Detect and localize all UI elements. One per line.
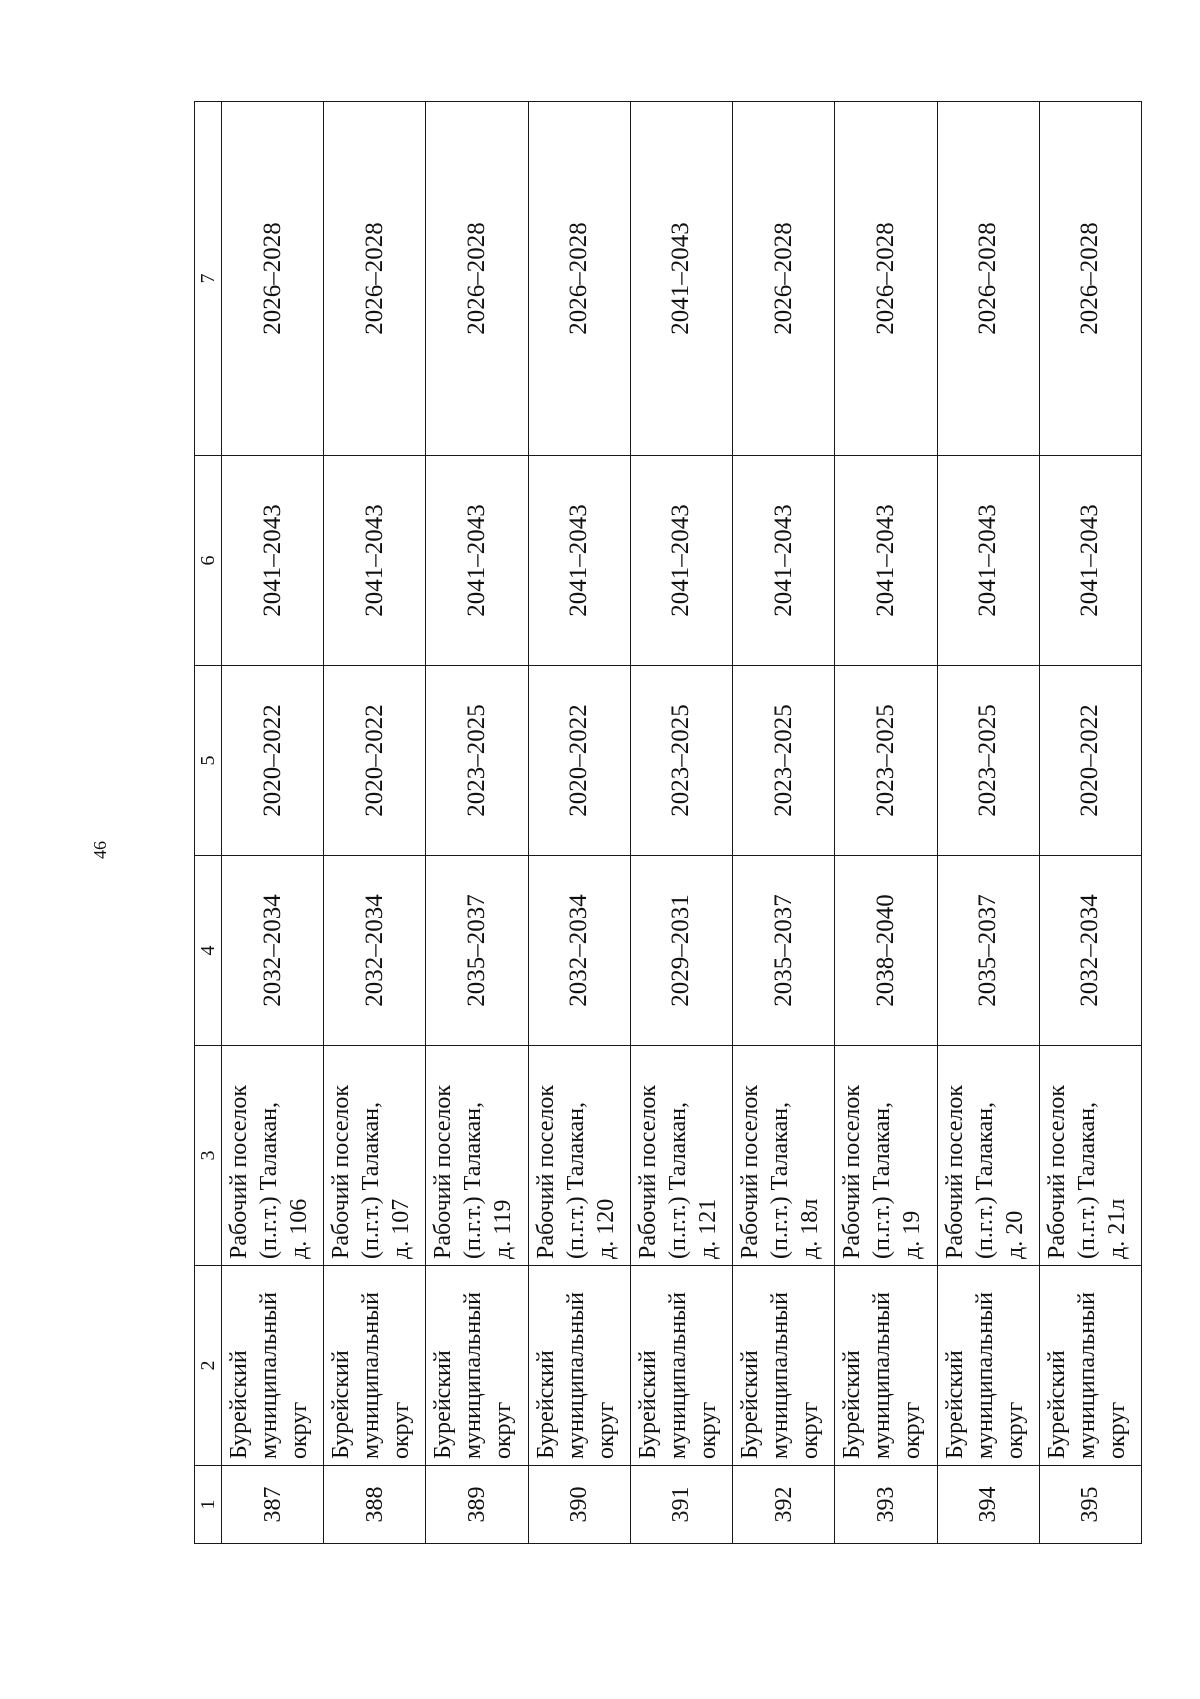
period-col4: 2032–2034	[1039, 856, 1141, 1046]
district-line: округ	[1103, 1401, 1130, 1459]
district-line: округ	[388, 1401, 415, 1459]
district-line: муниципальный	[460, 1291, 487, 1459]
district-cell	[324, 1266, 426, 1466]
table-row	[324, 102, 426, 1544]
district-line: округ	[1001, 1401, 1028, 1459]
period-col6: 2041–2043	[426, 456, 528, 666]
page-number: 46	[90, 841, 110, 859]
district-line: Бурейский	[430, 1350, 457, 1459]
row-number: 390	[528, 1466, 630, 1544]
district-line: округ	[286, 1401, 312, 1459]
row-number: 391	[630, 1466, 732, 1544]
address-cell	[1039, 1046, 1141, 1266]
address-line: Рабочий поселок	[839, 1084, 866, 1259]
period-col5: 2020–2022	[324, 666, 426, 856]
address-line: д. 106	[286, 1198, 312, 1259]
period-col5: 2023–2025	[630, 666, 732, 856]
address-line: Рабочий поселок	[634, 1084, 661, 1259]
row-number: 394	[937, 1466, 1039, 1544]
district-cell	[733, 1266, 835, 1466]
period-col4: 2032–2034	[324, 856, 426, 1046]
period-col6: 2041–2043	[528, 456, 630, 666]
table-row	[222, 102, 324, 1544]
district-cell	[528, 1266, 630, 1466]
district-cell	[426, 1266, 528, 1466]
address-line: Рабочий поселок	[941, 1084, 968, 1259]
address-line: д. 18л	[797, 1198, 824, 1259]
period-col4: 2035–2037	[733, 856, 835, 1046]
table-container	[194, 102, 1142, 1544]
period-col4: 2035–2037	[937, 856, 1039, 1046]
address-line: Рабочий поселок	[430, 1084, 457, 1259]
period-col7: 2026–2028	[324, 102, 426, 456]
address-line: Рабочий поселок	[226, 1084, 252, 1259]
row-number: 387	[222, 1466, 324, 1544]
address-line: (п.г.т.) Талакан,	[358, 1102, 385, 1259]
address-line: (п.г.т.) Талакан,	[971, 1102, 998, 1259]
period-col4: 2029–2031	[630, 856, 732, 1046]
district-line: Бурейский	[1043, 1350, 1070, 1459]
district-line: муниципальный	[1073, 1291, 1100, 1459]
row-number: 393	[835, 1466, 937, 1544]
period-col7: 2026–2028	[835, 102, 937, 456]
period-col5: 2020–2022	[528, 666, 630, 856]
column-number: 6	[195, 456, 222, 666]
period-col6: 2041–2043	[630, 456, 732, 666]
period-col5: 2023–2025	[835, 666, 937, 856]
period-col4: 2038–2040	[835, 856, 937, 1046]
district-line: муниципальный	[869, 1291, 896, 1459]
address-line: Рабочий поселок	[1043, 1084, 1070, 1259]
period-col5: 2020–2022	[222, 666, 324, 856]
period-col5: 2023–2025	[733, 666, 835, 856]
address-line: д. 20	[1001, 1210, 1028, 1259]
address-cell	[324, 1046, 426, 1266]
table-row	[528, 102, 630, 1544]
period-col6: 2041–2043	[324, 456, 426, 666]
row-number: 395	[1039, 1466, 1141, 1544]
address-line: Рабочий поселок	[532, 1084, 559, 1259]
address-cell	[630, 1046, 732, 1266]
address-line: д. 121	[694, 1198, 721, 1259]
district-line: Бурейский	[839, 1350, 866, 1459]
address-cell	[222, 1046, 324, 1266]
period-col7: 2026–2028	[1039, 102, 1141, 456]
address-line: (п.г.т.) Талакан,	[664, 1102, 691, 1259]
district-line: округ	[592, 1401, 619, 1459]
period-col6: 2041–2043	[733, 456, 835, 666]
period-col6: 2041–2043	[937, 456, 1039, 666]
district-line: муниципальный	[767, 1291, 794, 1459]
address-line: (п.г.т.) Талакан,	[767, 1102, 794, 1259]
district-line: округ	[797, 1401, 824, 1459]
period-col7: 2026–2028	[528, 102, 630, 456]
district-line: муниципальный	[971, 1291, 998, 1459]
table-row	[937, 102, 1039, 1544]
address-line: Рабочий поселок	[737, 1084, 764, 1259]
address-line: (п.г.т.) Талакан,	[460, 1102, 487, 1259]
district-line: округ	[899, 1401, 926, 1459]
district-line: Бурейский	[941, 1350, 968, 1459]
district-line: Бурейский	[634, 1350, 661, 1459]
row-number: 389	[426, 1466, 528, 1544]
address-line: д. 19	[899, 1210, 926, 1259]
column-number: 3	[195, 1046, 222, 1266]
period-col5: 2023–2025	[426, 666, 528, 856]
district-line: муниципальный	[562, 1291, 589, 1459]
district-line: Бурейский	[737, 1350, 764, 1459]
address-line: Рабочий поселок	[328, 1084, 355, 1259]
period-col7: 2026–2028	[222, 102, 324, 456]
address-line: (п.г.т.) Талакан,	[256, 1102, 282, 1259]
period-col7: 2026–2028	[426, 102, 528, 456]
period-col4: 2032–2034	[528, 856, 630, 1046]
table-row	[426, 102, 528, 1544]
district-line: Бурейский	[532, 1350, 559, 1459]
address-cell	[426, 1046, 528, 1266]
period-col5: 2020–2022	[1039, 666, 1141, 856]
column-number: 1	[195, 1466, 222, 1544]
address-line: (п.г.т.) Талакан,	[1073, 1102, 1100, 1259]
column-number: 2	[195, 1266, 222, 1466]
table-row	[630, 102, 732, 1544]
period-col6: 2041–2043	[835, 456, 937, 666]
row-number: 392	[733, 1466, 835, 1544]
period-col4: 2035–2037	[426, 856, 528, 1046]
district-cell	[222, 1266, 324, 1466]
column-number-row	[195, 102, 222, 1544]
period-col5: 2023–2025	[937, 666, 1039, 856]
address-cell	[733, 1046, 835, 1266]
district-line: муниципальный	[664, 1291, 691, 1459]
column-number: 5	[195, 666, 222, 856]
address-line: д. 119	[490, 1199, 517, 1259]
address-cell	[835, 1046, 937, 1266]
column-number: 4	[195, 856, 222, 1046]
housing-table	[194, 101, 1142, 1544]
district-line: муниципальный	[256, 1291, 282, 1459]
address-cell	[528, 1046, 630, 1266]
district-line: округ	[694, 1401, 721, 1459]
district-cell	[937, 1266, 1039, 1466]
district-cell	[835, 1266, 937, 1466]
table-row	[835, 102, 937, 1544]
address-line: д. 21л	[1103, 1198, 1130, 1259]
address-line: д. 107	[388, 1198, 415, 1259]
row-number: 388	[324, 1466, 426, 1544]
period-col7: 2026–2028	[937, 102, 1039, 456]
district-line: округ	[490, 1401, 517, 1459]
period-col4: 2032–2034	[222, 856, 324, 1046]
address-line: д. 120	[592, 1198, 619, 1259]
table-row	[733, 102, 835, 1544]
district-line: муниципальный	[358, 1291, 385, 1459]
district-cell	[630, 1266, 732, 1466]
period-col6: 2041–2043	[1039, 456, 1141, 666]
period-col7: 2026–2028	[733, 102, 835, 456]
district-line: Бурейский	[328, 1350, 355, 1459]
period-col6: 2041–2043	[222, 456, 324, 666]
address-cell	[937, 1046, 1039, 1266]
address-line: (п.г.т.) Талакан,	[869, 1102, 896, 1259]
column-number: 7	[195, 102, 222, 456]
district-cell	[1039, 1266, 1141, 1466]
period-col7: 2041–2043	[630, 102, 732, 456]
district-line: Бурейский	[226, 1350, 252, 1459]
address-line: (п.г.т.) Талакан,	[562, 1102, 589, 1259]
table-row	[1039, 102, 1141, 1544]
